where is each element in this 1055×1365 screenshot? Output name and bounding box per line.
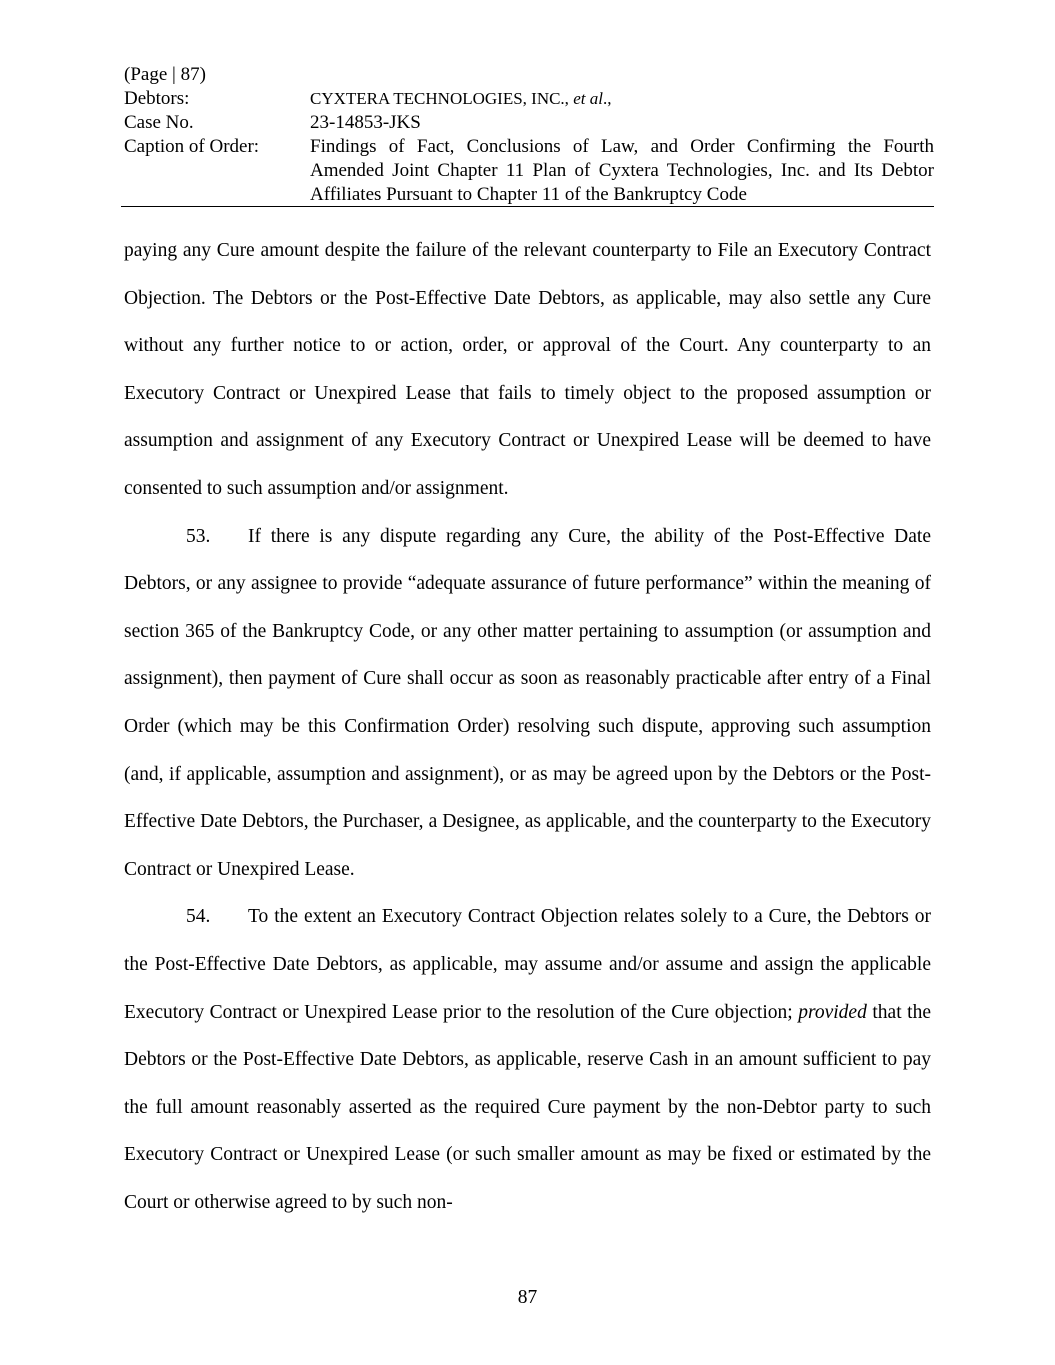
- paragraph-54: [124, 893, 931, 1226]
- document-body: [124, 227, 931, 1226]
- case-number-value: 23-14853-JKS: [310, 112, 421, 133]
- paragraph-53: [124, 513, 931, 894]
- paragraph-54-provided: provided: [798, 1001, 867, 1023]
- paragraph-54-number: 54.: [186, 906, 211, 928]
- debtors-et-al: et al: [573, 89, 603, 108]
- debtors-label: Debtors:: [124, 88, 190, 109]
- continuation-paragraph: paying any Cure amount despite the failure of the relevant counterparty to File an Executory Contract Objection. The Debtors or the Post-Effective Date Debtors, as applicable, may also settle any Cure without any further notice to or action, order, or approval of the Court. Any counterparty to an Executory Contract or Unexpired Lease that fails to timely object to the proposed assumption or assumption and assignment of any Executory Contract or Unexpired Lease will be deemed to have consented to such assumption and/or assignment.: [124, 240, 931, 499]
- case-number-label: Case No.: [124, 112, 194, 133]
- header-divider: [121, 206, 934, 207]
- paragraph-54-text-a: To the extent an Executory Contract Objection relates solely to a Cure, the Debtors or the Post-Effective Date Debtors, as applicable, may assume and/or assume and assign the applicable Executory Contract or Unexpired Lease prior to the resolution of the Cure objection;: [124, 906, 931, 1023]
- page-reference: (Page | 87): [124, 64, 206, 85]
- case-number-row: [124, 111, 934, 135]
- paragraph-53-number: 53.: [186, 525, 211, 547]
- caption-label: Caption of Order:: [124, 136, 260, 157]
- paragraph-53-text: If there is any dispute regarding any Cure, the ability of the Post-Effective Date Debtors, or any assignee to provide “adequate assurance of future performance” within the meaning of section 365 of the Bankruptcy Code, or any other matter pertaining to assumption (or assumption and assignment), then payment of Cure shall occur as soon as reasonably practicable after entry of a Final Order (which may be this Confirmation Order) resolving such dispute, approving such assumption (and, if applicable, assumption and assignment), or as may be agreed upon by the Debtors or the Post-Effective Date Debtors, the Purchaser, a Designee, as applicable, and the counterparty to the Executory Contract or Unexpired Lease.: [124, 525, 931, 880]
- caption-value: Findings of Fact, Conclusions of Law, and Order Confirming the Fourth Amended Joint Chapter 11 Plan of Cyxtera Technologies, Inc. and Its Debtor Affiliates Pursuant to Chapter 11 of the Bankruptcy Code: [310, 136, 934, 205]
- page-number: 87: [517, 1287, 538, 1308]
- debtors-row: [124, 87, 934, 111]
- debtors-value: [310, 87, 934, 111]
- debtors-suffix: .,: [602, 89, 612, 108]
- paragraph-54-text-b: that the Debtors or the Post-Effective Date Debtors, as applicable, reserve Cash in an amount sufficient to pay the full amount reasonably asserted as the required Cure payment by the non-Debtor party to such Executory Contract or Unexpired Lease (or such smaller amount as may be fixed or estimated by the Court or otherwise agreed to by such non-: [124, 1001, 931, 1213]
- page-reference-row: [124, 63, 934, 87]
- document-header: [124, 63, 934, 207]
- debtors-name: CYXTERA TECHNOLOGIES, INC.,: [310, 89, 569, 108]
- caption-row: [124, 135, 934, 207]
